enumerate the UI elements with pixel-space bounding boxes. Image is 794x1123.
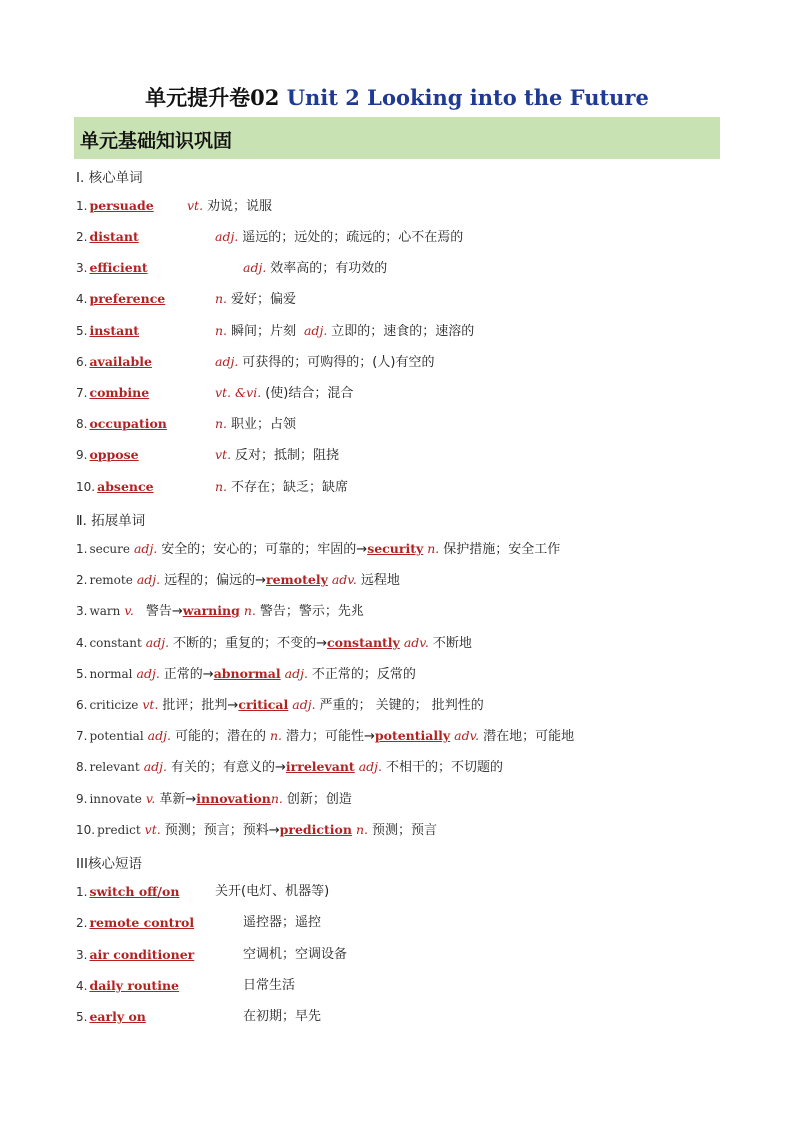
section-extended-words: Ⅱ. 拓展单词 xyxy=(76,513,146,529)
list-item: 2. distant adj. 遥远的；远处的；疏远的；心不在焉的 xyxy=(76,229,464,245)
list-item: 7. potential adj. 可能的；潜在的 n. 潜力；可能性→potentially adv. 潜在地；可能地 xyxy=(76,728,575,744)
list-item: 8. relevant adj. 有关的；有意义的→irrelevant adj. 不相干的；不切题的 xyxy=(76,759,504,775)
list-item: 9. innovate v. 革新→innovationn. 创新；创造 xyxy=(76,791,352,807)
list-item: 10. predict vt. 预测；预言；预料→prediction n. 预测；预言 xyxy=(76,822,437,838)
page-title xyxy=(0,82,794,112)
section-core-words: Ⅰ. 核心单词 xyxy=(76,170,143,186)
list-item: 5. normal adj. 正常的→abnormal adj. 不正常的；反常的 xyxy=(76,666,416,682)
list-item: 2. remote adj. 远程的；偏远的→remotely adv. 远程地 xyxy=(76,572,400,588)
list-item: 8. occupation n. 职业；占领 xyxy=(76,416,297,432)
list-item: 3. air conditioner 空调机；空调设备 xyxy=(76,947,348,962)
list-item: 9. oppose vt. 反对；抵制；阻挠 xyxy=(76,447,340,463)
list-item: 7. combine vt. &vi. (使)结合；混合 xyxy=(76,385,354,401)
title-cn: 单元提升卷02 xyxy=(145,85,280,110)
list-item: 5. instant n. 瞬间；片刻 adj. 立即的；速食的；速溶的 xyxy=(76,323,475,339)
list-item: 1. persuade vt. 劝说；说服 xyxy=(76,198,273,214)
list-item: 3. efficient adj. 效率高的；有功效的 xyxy=(76,260,388,276)
list-item: 2. remote control 遥控器；遥控 xyxy=(76,915,322,930)
list-item: 1. secure adj. 安全的；安心的；可靠的；牢固的→security n. 保护措施；安全工作 xyxy=(76,541,561,557)
list-item: 5. early on 在初期；早先 xyxy=(76,1009,322,1024)
section-core-phrases: III核心短语 xyxy=(76,856,142,872)
section-banner: 单元基础知识巩固 xyxy=(74,117,720,159)
list-item: 4. preference n. 爱好；偏爱 xyxy=(76,291,297,307)
list-item: 10. absence n. 不存在；缺乏；缺席 xyxy=(76,479,349,495)
list-item: 6. criticize vt. 批评；批判→critical adj. 严重的； 关键的； 批判性的 xyxy=(76,697,484,713)
list-item: 1. switch off/on 关开(电灯、机器等) xyxy=(76,884,330,899)
list-item: 4. daily routine 日常生活 xyxy=(76,978,296,993)
list-item: 6. available adj. 可获得的；可购得的；(人)有空的 xyxy=(76,354,435,370)
title-en: Unit 2 Looking into the Future xyxy=(286,85,649,110)
list-item: 4. constant adj. 不断的；重复的；不变的→constantly adv. 不断地 xyxy=(76,635,472,651)
list-item: 3. warn v. 警告→warning n. 警告；警示；先兆 xyxy=(76,603,364,619)
